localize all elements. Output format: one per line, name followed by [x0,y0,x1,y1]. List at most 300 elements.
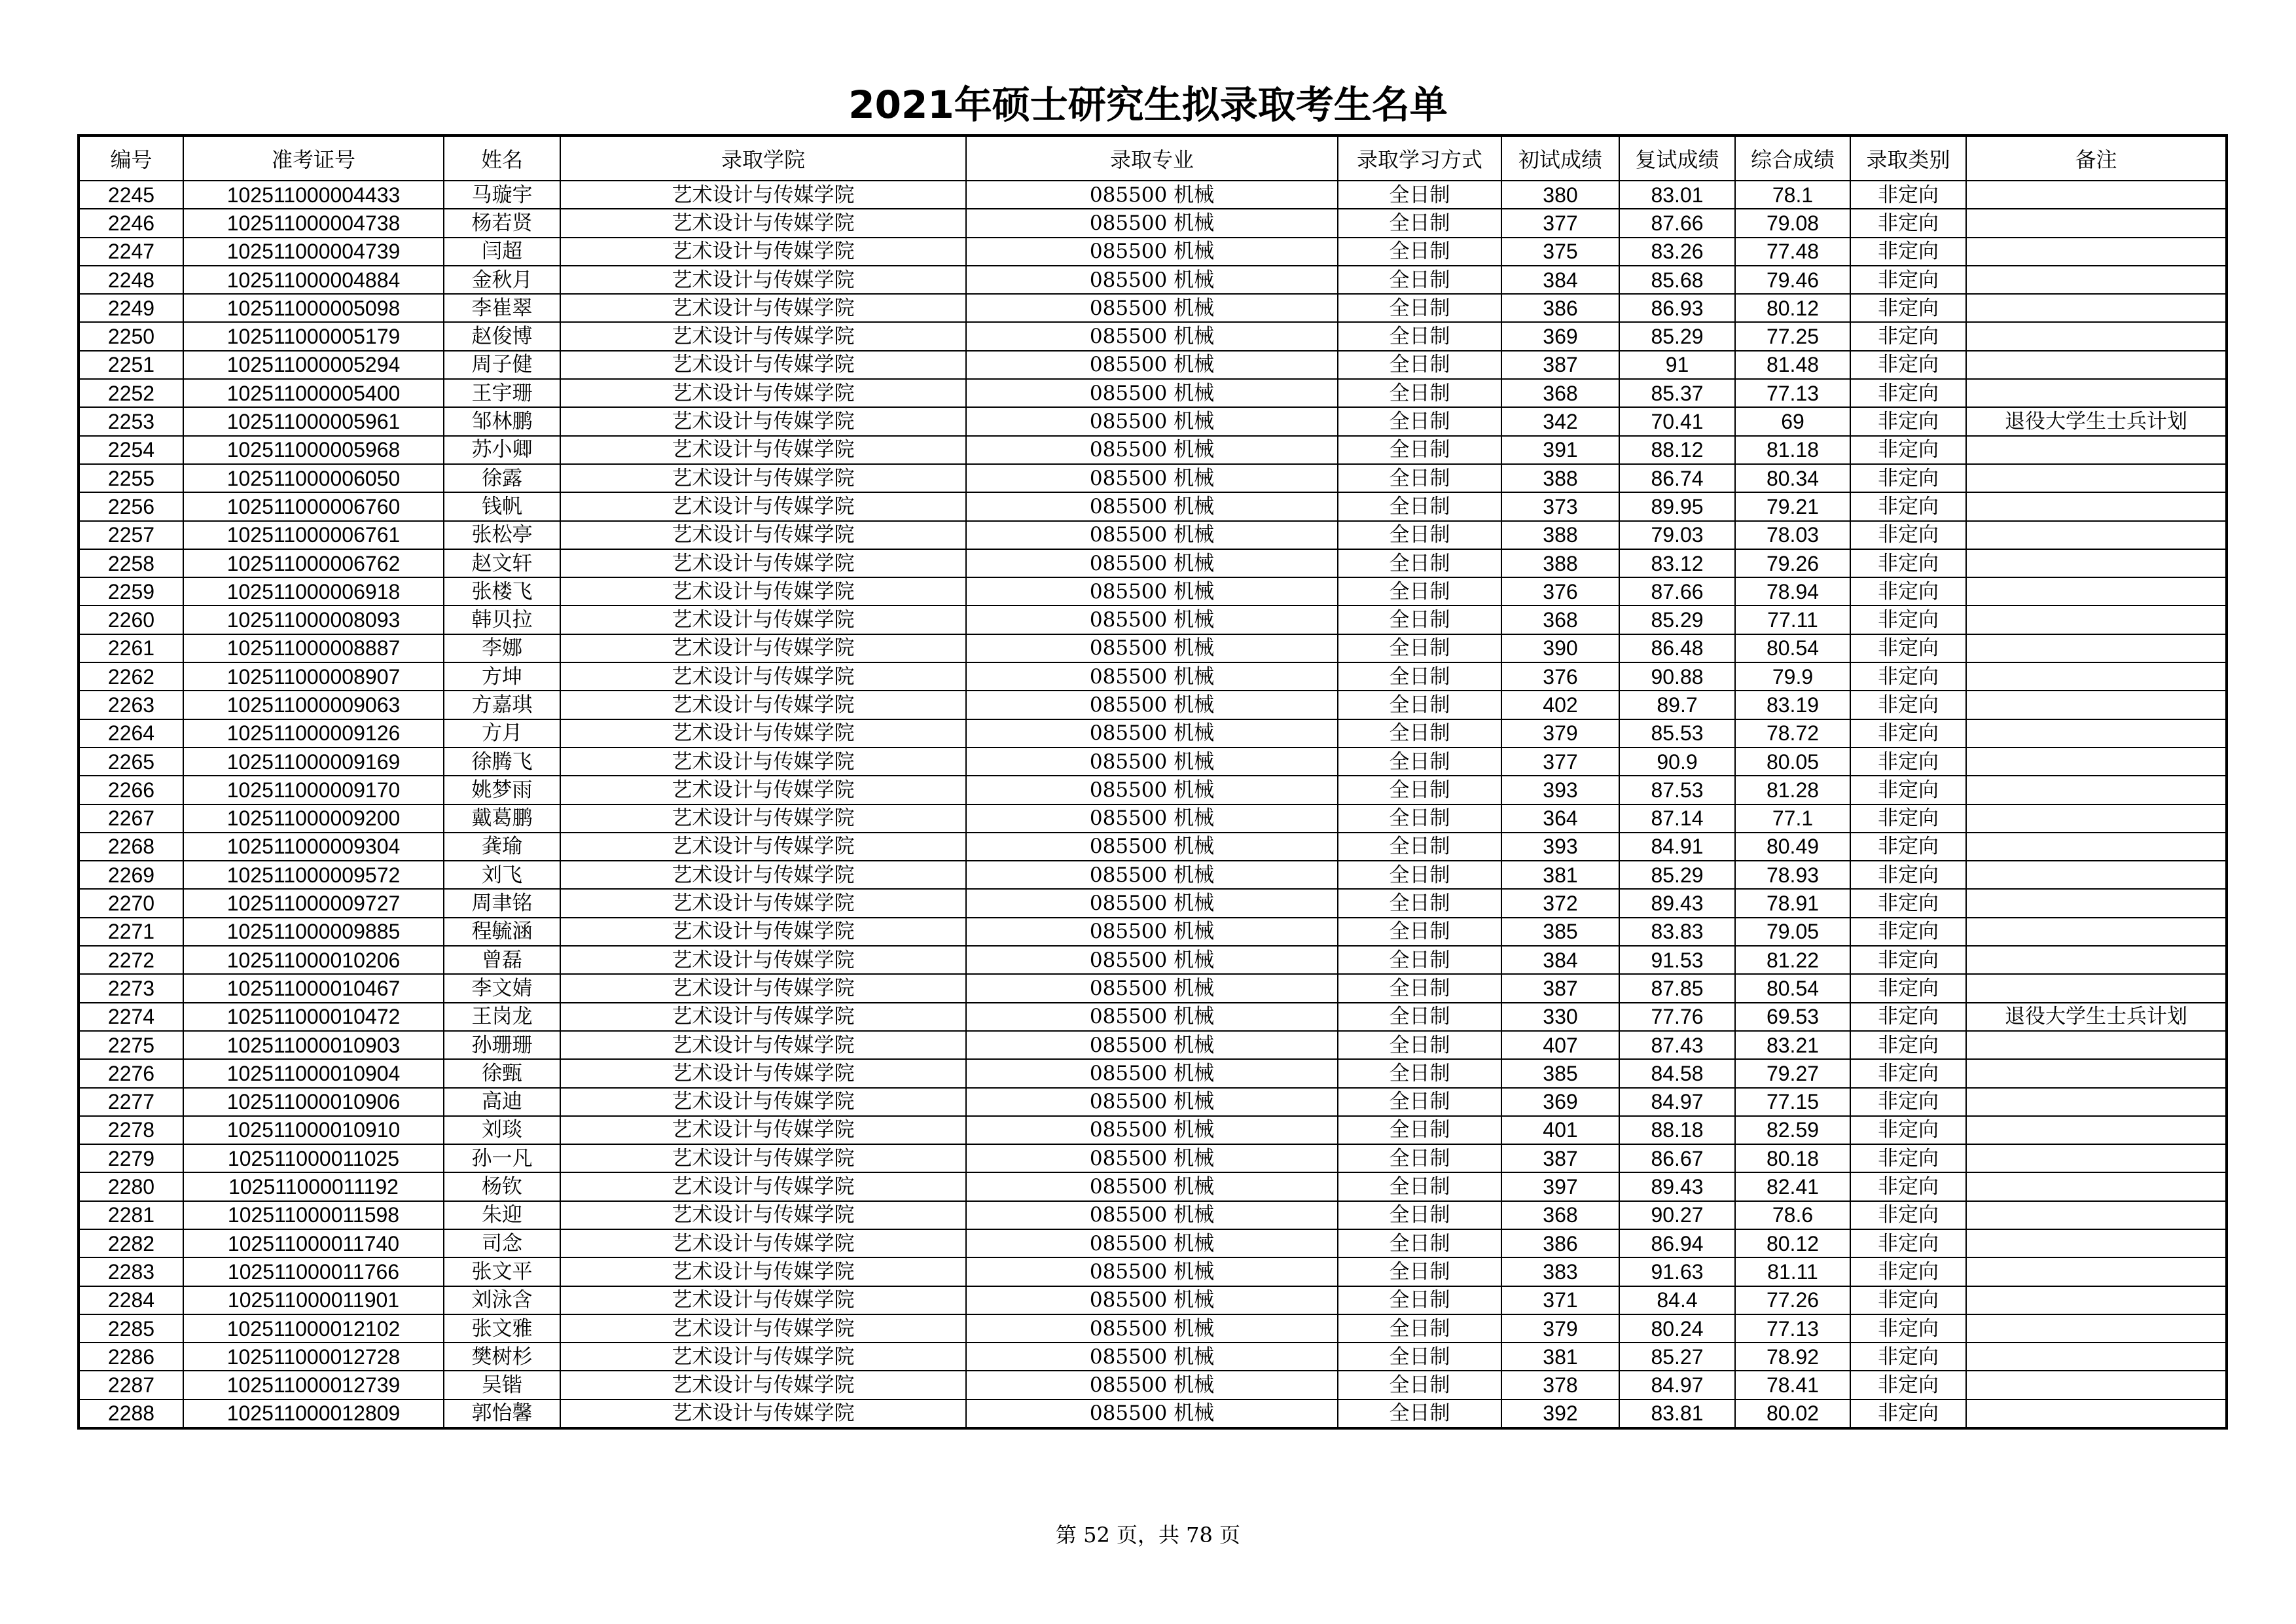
col-remarks-cell [1966,634,2227,662]
col-remarks-cell [1966,605,2227,634]
col-college-cell: 艺术设计与传媒学院 [560,1003,966,1031]
col-prelim-score-cell: 391 [1501,436,1619,464]
col-name-cell: 闫超 [444,238,560,266]
col-college-cell: 艺术设计与传媒学院 [560,1257,966,1286]
col-category-cell: 非定向 [1850,1201,1966,1229]
header-col-total-score: 综合成绩 [1735,135,1850,181]
col-retest-score-cell: 86.93 [1619,294,1735,322]
col-prelim-score-cell: 401 [1501,1116,1619,1144]
col-id-cell: 2255 [79,464,183,492]
col-id-cell: 2261 [79,634,183,662]
col-study-mode-cell: 全日制 [1338,804,1501,833]
col-id-cell: 2265 [79,748,183,776]
col-prelim-score-cell: 369 [1501,1088,1619,1116]
col-exam-number-cell: 102511000011598 [183,1201,444,1229]
col-id-cell: 2259 [79,577,183,605]
col-retest-score-cell: 80.24 [1619,1314,1735,1343]
col-college-cell: 艺术设计与传媒学院 [560,889,966,917]
col-retest-score-cell: 70.41 [1619,407,1735,435]
col-retest-score-cell: 89.7 [1619,691,1735,719]
col-remarks-cell [1966,209,2227,237]
col-prelim-score-cell: 392 [1501,1399,1619,1428]
col-retest-score-cell: 85.68 [1619,266,1735,294]
col-exam-number-cell: 102511000012809 [183,1399,444,1428]
col-major-cell: 085500 机械 [966,1371,1338,1399]
col-exam-number-cell: 102511000009169 [183,748,444,776]
col-id-cell: 2267 [79,804,183,833]
col-total-score-cell: 78.91 [1735,889,1850,917]
col-exam-number-cell: 102511000010467 [183,974,444,1002]
col-category-cell: 非定向 [1850,1116,1966,1144]
col-college-cell: 艺术设计与传媒学院 [560,1343,966,1371]
col-college-cell: 艺术设计与传媒学院 [560,181,966,209]
col-exam-number-cell: 102511000006762 [183,549,444,577]
table-row [79,861,2227,889]
col-major-cell: 085500 机械 [966,294,1338,322]
col-name-cell: 吴锴 [444,1371,560,1399]
col-study-mode-cell: 全日制 [1338,322,1501,350]
col-prelim-score-cell: 388 [1501,521,1619,549]
col-prelim-score-cell: 372 [1501,889,1619,917]
col-college-cell: 艺术设计与传媒学院 [560,1201,966,1229]
col-college-cell: 艺术设计与传媒学院 [560,1144,966,1172]
col-total-score-cell: 78.92 [1735,1343,1850,1371]
col-total-score-cell: 81.22 [1735,946,1850,974]
col-retest-score-cell: 86.48 [1619,634,1735,662]
col-college-cell: 艺术设计与传媒学院 [560,492,966,520]
col-exam-number-cell: 102511000009572 [183,861,444,889]
col-prelim-score-cell: 386 [1501,294,1619,322]
col-name-cell: 龚瑜 [444,833,560,861]
col-retest-score-cell: 87.43 [1619,1031,1735,1059]
col-exam-number-cell: 102511000012102 [183,1314,444,1343]
col-exam-number-cell: 102511000009063 [183,691,444,719]
col-name-cell: 邹林鹏 [444,407,560,435]
col-id-cell: 2283 [79,1257,183,1286]
col-exam-number-cell: 102511000005961 [183,407,444,435]
col-study-mode-cell: 全日制 [1338,1229,1501,1257]
col-exam-number-cell: 102511000006760 [183,492,444,520]
col-category-cell: 非定向 [1850,662,1966,691]
col-college-cell: 艺术设计与传媒学院 [560,719,966,748]
col-retest-score-cell: 85.37 [1619,379,1735,407]
col-college-cell: 艺术设计与传媒学院 [560,974,966,1002]
col-total-score-cell: 79.08 [1735,209,1850,237]
table-row [79,691,2227,719]
col-remarks-cell [1966,436,2227,464]
admission-table [77,134,2228,1430]
col-college-cell: 艺术设计与传媒学院 [560,1314,966,1343]
col-major-cell: 085500 机械 [966,209,1338,237]
col-total-score-cell: 77.11 [1735,605,1850,634]
col-retest-score-cell: 87.85 [1619,974,1735,1002]
col-study-mode-cell: 全日制 [1338,662,1501,691]
col-prelim-score-cell: 378 [1501,1371,1619,1399]
col-total-score-cell: 82.41 [1735,1172,1850,1200]
col-major-cell: 085500 机械 [966,322,1338,350]
page-footer: 第 52 页，共 78 页 [1055,1523,1241,1547]
col-id-cell: 2253 [79,407,183,435]
col-major-cell: 085500 机械 [966,1088,1338,1116]
col-study-mode-cell: 全日制 [1338,974,1501,1002]
table-row [79,181,2227,209]
col-total-score-cell: 81.28 [1735,776,1850,804]
header-col-remarks: 备注 [1966,135,2227,181]
col-college-cell: 艺术设计与传媒学院 [560,577,966,605]
col-major-cell: 085500 机械 [966,748,1338,776]
col-name-cell: 钱帆 [444,492,560,520]
col-college-cell: 艺术设计与传媒学院 [560,351,966,379]
col-name-cell: 程毓涵 [444,918,560,946]
col-id-cell: 2250 [79,322,183,350]
col-exam-number-cell: 102511000010906 [183,1088,444,1116]
col-exam-number-cell: 102511000011901 [183,1286,444,1314]
col-major-cell: 085500 机械 [966,918,1338,946]
table-body [79,181,2227,1428]
col-remarks-cell [1966,351,2227,379]
col-retest-score-cell: 88.12 [1619,436,1735,464]
col-category-cell: 非定向 [1850,691,1966,719]
col-study-mode-cell: 全日制 [1338,181,1501,209]
col-prelim-score-cell: 384 [1501,266,1619,294]
col-exam-number-cell: 102511000006761 [183,521,444,549]
table-row [79,1314,2227,1343]
col-total-score-cell: 78.6 [1735,1201,1850,1229]
col-category-cell: 非定向 [1850,238,1966,266]
col-name-cell: 方坤 [444,662,560,691]
col-exam-number-cell: 102511000005294 [183,351,444,379]
col-retest-score-cell: 85.27 [1619,1343,1735,1371]
col-study-mode-cell: 全日制 [1338,464,1501,492]
col-total-score-cell: 83.19 [1735,691,1850,719]
col-remarks-cell [1966,1314,2227,1343]
col-total-score-cell: 80.12 [1735,1229,1850,1257]
table-row [79,351,2227,379]
col-remarks-cell [1966,1116,2227,1144]
col-college-cell: 艺术设计与传媒学院 [560,748,966,776]
col-id-cell: 2285 [79,1314,183,1343]
col-study-mode-cell: 全日制 [1338,209,1501,237]
col-retest-score-cell: 86.74 [1619,464,1735,492]
col-id-cell: 2256 [79,492,183,520]
col-category-cell: 非定向 [1850,1286,1966,1314]
col-college-cell: 艺术设计与传媒学院 [560,521,966,549]
col-category-cell: 非定向 [1850,1144,1966,1172]
col-category-cell: 非定向 [1850,1031,1966,1059]
col-major-cell: 085500 机械 [966,407,1338,435]
col-id-cell: 2263 [79,691,183,719]
col-exam-number-cell: 102511000004738 [183,209,444,237]
col-exam-number-cell: 102511000012739 [183,1371,444,1399]
table-row [79,719,2227,748]
col-study-mode-cell: 全日制 [1338,776,1501,804]
col-category-cell: 非定向 [1850,1399,1966,1428]
col-study-mode-cell: 全日制 [1338,719,1501,748]
col-retest-score-cell: 88.18 [1619,1116,1735,1144]
col-prelim-score-cell: 385 [1501,918,1619,946]
table-row [79,492,2227,520]
col-retest-score-cell: 86.67 [1619,1144,1735,1172]
col-category-cell: 非定向 [1850,1088,1966,1116]
table-row [79,1144,2227,1172]
col-remarks-cell [1966,861,2227,889]
table-row [79,804,2227,833]
col-exam-number-cell: 102511000008093 [183,605,444,634]
col-total-score-cell: 80.54 [1735,974,1850,1002]
col-remarks-cell [1966,464,2227,492]
col-category-cell: 非定向 [1850,294,1966,322]
col-prelim-score-cell: 390 [1501,634,1619,662]
col-category-cell: 非定向 [1850,861,1966,889]
table-row [79,1088,2227,1116]
col-prelim-score-cell: 375 [1501,238,1619,266]
col-prelim-score-cell: 388 [1501,464,1619,492]
col-remarks-cell [1966,719,2227,748]
col-prelim-score-cell: 384 [1501,946,1619,974]
col-total-score-cell: 80.05 [1735,748,1850,776]
col-prelim-score-cell: 393 [1501,776,1619,804]
table-row [79,1257,2227,1286]
col-exam-number-cell: 102511000006918 [183,577,444,605]
col-total-score-cell: 80.18 [1735,1144,1850,1172]
col-prelim-score-cell: 407 [1501,1031,1619,1059]
col-retest-score-cell: 83.81 [1619,1399,1735,1428]
col-study-mode-cell: 全日制 [1338,492,1501,520]
table-row [79,833,2227,861]
col-id-cell: 2257 [79,521,183,549]
table-row [79,1229,2227,1257]
col-major-cell: 085500 机械 [966,1399,1338,1428]
col-prelim-score-cell: 368 [1501,1201,1619,1229]
col-category-cell: 非定向 [1850,436,1966,464]
col-name-cell: 韩贝拉 [444,605,560,634]
col-college-cell: 艺术设计与传媒学院 [560,634,966,662]
col-remarks-cell [1966,266,2227,294]
col-category-cell: 非定向 [1850,1257,1966,1286]
col-remarks-cell [1966,776,2227,804]
col-category-cell: 非定向 [1850,974,1966,1002]
col-category-cell: 非定向 [1850,1229,1966,1257]
col-study-mode-cell: 全日制 [1338,1201,1501,1229]
header-col-name: 姓名 [444,135,560,181]
col-category-cell: 非定向 [1850,1314,1966,1343]
col-id-cell: 2278 [79,1116,183,1144]
table-row [79,1343,2227,1371]
col-major-cell: 085500 机械 [966,1059,1338,1087]
col-college-cell: 艺术设计与传媒学院 [560,407,966,435]
col-college-cell: 艺术设计与传媒学院 [560,662,966,691]
col-exam-number-cell: 102511000004739 [183,238,444,266]
col-total-score-cell: 77.13 [1735,1314,1850,1343]
col-total-score-cell: 79.27 [1735,1059,1850,1087]
col-exam-number-cell: 102511000005400 [183,379,444,407]
col-category-cell: 非定向 [1850,719,1966,748]
col-study-mode-cell: 全日制 [1338,266,1501,294]
col-retest-score-cell: 84.4 [1619,1286,1735,1314]
col-retest-score-cell: 91.53 [1619,946,1735,974]
col-name-cell: 郭怡馨 [444,1399,560,1428]
col-prelim-score-cell: 377 [1501,209,1619,237]
table-row [79,238,2227,266]
col-major-cell: 085500 机械 [966,521,1338,549]
col-category-cell: 非定向 [1850,351,1966,379]
col-study-mode-cell: 全日制 [1338,436,1501,464]
col-remarks-cell [1966,1031,2227,1059]
col-exam-number-cell: 102511000010904 [183,1059,444,1087]
col-exam-number-cell: 102511000005968 [183,436,444,464]
table-row [79,1399,2227,1428]
col-name-cell: 金秋月 [444,266,560,294]
col-remarks-cell [1966,549,2227,577]
col-id-cell: 2271 [79,918,183,946]
col-study-mode-cell: 全日制 [1338,748,1501,776]
col-remarks-cell [1966,1144,2227,1172]
col-major-cell: 085500 机械 [966,436,1338,464]
col-major-cell: 085500 机械 [966,1116,1338,1144]
col-category-cell: 非定向 [1850,549,1966,577]
header-col-study-mode: 录取学习方式 [1338,135,1501,181]
col-major-cell: 085500 机械 [966,1144,1338,1172]
col-total-score-cell: 78.03 [1735,521,1850,549]
col-retest-score-cell: 90.27 [1619,1201,1735,1229]
col-category-cell: 非定向 [1850,379,1966,407]
col-major-cell: 085500 机械 [966,577,1338,605]
col-retest-score-cell: 89.43 [1619,889,1735,917]
col-prelim-score-cell: 387 [1501,351,1619,379]
table-row [79,1059,2227,1087]
col-id-cell: 2248 [79,266,183,294]
col-study-mode-cell: 全日制 [1338,379,1501,407]
col-name-cell: 方月 [444,719,560,748]
col-major-cell: 085500 机械 [966,1003,1338,1031]
col-name-cell: 李文婧 [444,974,560,1002]
col-prelim-score-cell: 381 [1501,1343,1619,1371]
col-retest-score-cell: 83.83 [1619,918,1735,946]
col-name-cell: 周聿铭 [444,889,560,917]
col-category-cell: 非定向 [1850,209,1966,237]
col-retest-score-cell: 85.29 [1619,605,1735,634]
col-exam-number-cell: 102511000005179 [183,322,444,350]
col-study-mode-cell: 全日制 [1338,634,1501,662]
col-category-cell: 非定向 [1850,1003,1966,1031]
col-major-cell: 085500 机械 [966,1031,1338,1059]
col-name-cell: 樊树杉 [444,1343,560,1371]
col-retest-score-cell: 91.63 [1619,1257,1735,1286]
col-exam-number-cell: 102511000009727 [183,889,444,917]
col-id-cell: 2275 [79,1031,183,1059]
col-prelim-score-cell: 376 [1501,577,1619,605]
table-row [79,379,2227,407]
col-exam-number-cell: 102511000008907 [183,662,444,691]
col-total-score-cell: 69.53 [1735,1003,1850,1031]
col-remarks-cell [1966,322,2227,350]
header-col-prelim-score: 初试成绩 [1501,135,1619,181]
col-id-cell: 2252 [79,379,183,407]
table-row [79,946,2227,974]
col-retest-score-cell: 79.03 [1619,521,1735,549]
col-remarks-cell [1966,1088,2227,1116]
col-id-cell: 2264 [79,719,183,748]
col-retest-score-cell: 85.53 [1619,719,1735,748]
col-major-cell: 085500 机械 [966,634,1338,662]
col-retest-score-cell: 77.76 [1619,1003,1735,1031]
col-total-score-cell: 82.59 [1735,1116,1850,1144]
col-id-cell: 2270 [79,889,183,917]
col-study-mode-cell: 全日制 [1338,577,1501,605]
col-prelim-score-cell: 381 [1501,861,1619,889]
col-retest-score-cell: 84.97 [1619,1088,1735,1116]
col-retest-score-cell: 83.12 [1619,549,1735,577]
col-name-cell: 杨钦 [444,1172,560,1200]
table-row [79,1031,2227,1059]
col-id-cell: 2281 [79,1201,183,1229]
col-category-cell: 非定向 [1850,946,1966,974]
col-id-cell: 2251 [79,351,183,379]
col-exam-number-cell: 102511000009885 [183,918,444,946]
header-col-id: 编号 [79,135,183,181]
col-college-cell: 艺术设计与传媒学院 [560,549,966,577]
col-remarks-cell [1966,691,2227,719]
col-total-score-cell: 79.26 [1735,549,1850,577]
table-row [79,1201,2227,1229]
col-total-score-cell: 80.54 [1735,634,1850,662]
col-id-cell: 2246 [79,209,183,237]
col-id-cell: 2262 [79,662,183,691]
col-college-cell: 艺术设计与传媒学院 [560,1088,966,1116]
col-total-score-cell: 78.1 [1735,181,1850,209]
col-college-cell: 艺术设计与传媒学院 [560,1229,966,1257]
col-name-cell: 杨若贤 [444,209,560,237]
col-id-cell: 2266 [79,776,183,804]
col-major-cell: 085500 机械 [966,946,1338,974]
col-remarks-cell [1966,1343,2227,1371]
col-remarks-cell [1966,577,2227,605]
col-prelim-score-cell: 385 [1501,1059,1619,1087]
col-total-score-cell: 79.46 [1735,266,1850,294]
col-prelim-score-cell: 368 [1501,605,1619,634]
col-exam-number-cell: 102511000004433 [183,181,444,209]
col-category-cell: 非定向 [1850,181,1966,209]
header-col-category: 录取类别 [1850,135,1966,181]
col-major-cell: 085500 机械 [966,719,1338,748]
col-category-cell: 非定向 [1850,492,1966,520]
col-id-cell: 2286 [79,1343,183,1371]
col-prelim-score-cell: 342 [1501,407,1619,435]
col-retest-score-cell: 83.26 [1619,238,1735,266]
col-prelim-score-cell: 386 [1501,1229,1619,1257]
col-remarks-cell [1966,1371,2227,1399]
table-row [79,662,2227,691]
col-college-cell: 艺术设计与传媒学院 [560,294,966,322]
col-prelim-score-cell: 376 [1501,662,1619,691]
col-college-cell: 艺术设计与传媒学院 [560,861,966,889]
table-row [79,1003,2227,1031]
col-name-cell: 王宇珊 [444,379,560,407]
header-col-major: 录取专业 [966,135,1338,181]
table-row [79,209,2227,237]
col-prelim-score-cell: 371 [1501,1286,1619,1314]
col-remarks-cell [1966,1286,2227,1314]
col-name-cell: 戴葛鹏 [444,804,560,833]
col-remarks-cell [1966,1257,2227,1286]
col-name-cell: 徐腾飞 [444,748,560,776]
table-row [79,918,2227,946]
col-total-score-cell: 77.25 [1735,322,1850,350]
col-id-cell: 2276 [79,1059,183,1087]
col-major-cell: 085500 机械 [966,691,1338,719]
col-study-mode-cell: 全日制 [1338,238,1501,266]
col-remarks-cell [1966,1172,2227,1200]
